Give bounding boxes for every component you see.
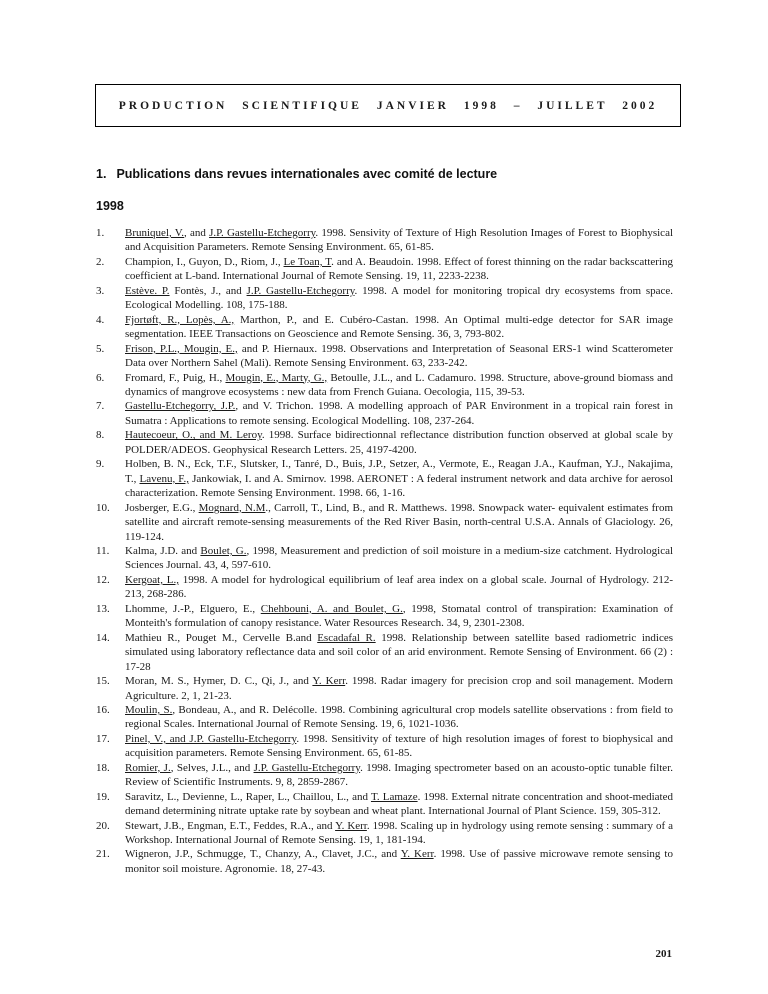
reference-number: 11.: [96, 544, 110, 557]
underlined-author: J.P. Gastellu-Etchegorry: [209, 227, 316, 239]
underlined-author: Romier, J.: [125, 761, 171, 774]
reference-number: 17.: [96, 732, 110, 745]
underlined-author: Lavenu, F.,: [139, 472, 190, 485]
reference-text: Pinel, V., and J.P. Gastellu-Etchegorry. 1998. Sensitivity of texture of high resolution images of forest to biophysical and acquisition parameters. Remote Sensing Environment. 65, 61-85.: [125, 732, 674, 760]
underlined-author: Escadafal R.: [317, 631, 376, 644]
reference-number: 1.: [96, 227, 105, 239]
reference-number: 7.: [96, 400, 105, 413]
reference-item: [96, 226, 673, 255]
reference-number: 3.: [96, 284, 105, 297]
reference-item: [96, 544, 673, 573]
underlined-author: T. Lamaze: [370, 790, 418, 803]
reference-number: 9.: [96, 458, 105, 471]
reference-text: Fromard, F., Puig, H., Mougin, E., Marty, G., Betoulle, J.L., and L. Cadamuro. 1998. Structure, above-ground biomass and dynamics of mangrove ecosystems : new data from French Guiana. Oecologia, 115, 39-53.: [125, 371, 673, 398]
reference-number: 6.: [96, 371, 105, 384]
underlined-author: J.P. Gastellu-Etchegorry: [246, 284, 355, 297]
underlined-author: Mougin, E., Marty, G.,: [225, 371, 328, 384]
reference-text: Champion, I., Guyon, D., Riom, J., Le Toan, T. and A. Beaudoin. 1998. Effect of forest thinning on the radar backscattering coefficient at L-band. International Journal of Remote Sensing. 19, 11, 2233-2238.: [125, 255, 673, 283]
reference-text: Mathieu R., Pouget M., Cervelle B.and Escadafal R. 1998. Relationship between satellite based radiometric indices simulated using laboratory reflectance data and soil color of an arid environment. Remote Sensing of Environment. 66 (2) : 17-28: [125, 631, 674, 673]
reference-item: [96, 501, 673, 544]
underlined-author: Pinel, V., and J.P. Gastellu-Etchegorry: [125, 732, 297, 745]
reference-text: Gastellu-Etchegorry, J.P., and V. Trichon. 1998. A modelling approach of PAR Environment in a tropical rain forest in Sumatra : Applications to remote sensing. Ecological Modelling. 108, 237-264.: [125, 400, 673, 427]
reference-text: Josberger, E.G., Mognard, N.M., Carroll, T., Lind, B., and R. Matthews. 1998. Snowpack water- equivalent estimates from satellite and aircraft remote-sensing measurements of the Red River Basin, north-central U.S.A. Annals of Glaciology. 26, 119-124.: [125, 501, 673, 543]
reference-item: [96, 313, 673, 342]
reference-text: Moran, M. S., Hymer, D. C., Qi, J., and Y. Kerr. 1998. Radar imagery for precision crop and soil management. Modern Agriculture. 2, 1, 21-23.: [125, 675, 673, 702]
reference-number: 14.: [96, 631, 110, 644]
reference-text: Wigneron, J.P., Schmugge, T., Chanzy, A., Clavet, J.C., and Y. Kerr. 1998. Use of passive microwave remote sensing to monitor soil moisture. Agronomie. 18, 27-43.: [125, 848, 673, 875]
reference-item: [96, 602, 673, 631]
underlined-author: Y. Kerr: [400, 848, 434, 861]
reference-text: Stewart, J.B., Engman, E.T., Feddes, R.A., and Y. Kerr. 1998. Scaling up in hydrology using remote sensing : summary of a Workshop. International Journal of Remote Sensing. 19, 1, 181-194.: [125, 819, 673, 847]
reference-number: 5.: [96, 342, 105, 355]
underlined-author: Moulin, S.: [125, 703, 173, 716]
reference-text: Romier, J., Selves, J.L., and J.P. Gastellu-Etchegorry. 1998. Imaging spectrometer based on an acousto-optic tunable filter. Review of Scientific Instruments. 9, 8, 2859-2867.: [125, 761, 673, 789]
reference-number: 21.: [96, 848, 110, 861]
reference-text: Saravitz, L., Devienne, L., Raper, L., Chaillou, L., and T. Lamaze. 1998. External nitrate concentration and shoot-mediated demand determining nitrate uptake rate by soybean and wheat plant. International Journal of Plant Science. 159, 305-312.: [125, 790, 673, 818]
reference-item: [96, 847, 673, 876]
reference-item: [96, 399, 673, 428]
reference-item: [96, 371, 673, 400]
reference-item: [96, 255, 673, 284]
reference-text: Frison, P.L., Mougin, E., and P. Hiernaux. 1998. Observations and Interpretation of Seasonal ERS-1 wind Scatterometer Data over Northern Sahel (Mali). Remote Sensing Environment. 63, 233-242.: [125, 342, 673, 370]
underlined-author: Bruniquel, V.: [125, 227, 185, 239]
reference-text: Bruniquel, V., and J.P. Gastellu-Etchegorry. 1998. Sensivity of Texture of High Resolution Images of Forest to Biophysical and Acquisition Parameters. Remote Sensing Environment. 65, 61-85.: [125, 227, 674, 254]
reference-number: 4.: [96, 313, 105, 326]
reference-item: [96, 790, 673, 819]
underlined-author: Frison, P.L., Mougin, E.,: [125, 342, 238, 355]
underlined-author: Mognard, N.M: [198, 501, 266, 514]
reference-item: [96, 819, 673, 848]
reference-item: [96, 342, 673, 371]
reference-item: [96, 732, 673, 761]
document-title-box: [95, 84, 681, 127]
reference-number: 8.: [96, 429, 105, 442]
reference-number: 19.: [96, 790, 110, 803]
underlined-author: Gastellu-Etchegorry, J.P.: [125, 400, 236, 413]
reference-text: Estève. P. Fontès, J., and J.P. Gastellu-Etchegorry. 1998. A model for monitoring tropical dry ecosystems from space. Ecological Modelling. 108, 175-188.: [125, 284, 673, 312]
reference-text: Moulin, S., Bondeau, A., and R. Delécolle. 1998. Combining agricultural crop models satellite observations : from field to regional Scales. International Journal of Remote Sensing. 19, 6, 1021-1036.: [125, 703, 673, 731]
reference-item: [96, 674, 673, 703]
underlined-author: Hautecoeur, O., and M. Leroy: [125, 429, 262, 442]
section-heading: [96, 167, 497, 181]
year-heading: 1998: [96, 199, 124, 213]
reference-number: 10.: [96, 501, 110, 514]
underlined-author: Kergoat, L.,: [125, 573, 179, 586]
reference-text: Holben, B. N., Eck, T.F., Slutsker, I., Tanré, D., Buis, J.P., Setzer, A., Vermote, E., Reagan J.A., Kaufman, Y.J., Nakajima, T., Lavenu, F., Jankowiak, I. and A. Smirnov. 1998. AERONET : A federal instrument network and data archive for aerosol characterization. Remote Sensing Environment. 1998. 66, 1-16.: [125, 458, 673, 500]
underlined-author: Le Toan, T: [283, 255, 332, 268]
reference-item: [96, 428, 673, 457]
underlined-author: Y. Kerr: [312, 675, 346, 688]
underlined-author: Y. Kerr: [335, 819, 367, 832]
underlined-author: Fjortøft, R., Lopès, A.,: [125, 313, 235, 326]
reference-text: Hautecoeur, O., and M. Leroy. 1998. Surface bidirectionnal reflectance distribution function observed at global scale by POLDER/ADEOS. Geophysical Research Letters. 25, 4197-4200.: [125, 429, 673, 456]
reference-item: [96, 703, 673, 732]
reference-text: Kalma, J.D. and Boulet, G., 1998, Measurement and prediction of soil moisture in a medium-size catchment. Hydrological Sciences Journal. 43, 4, 597-610.: [125, 544, 674, 572]
reference-text: Lhomme, J.-P., Elguero, E., Chehbouni, A. and Boulet, G., 1998, Stomatal control of transpiration: Examination of Monteith's formulation of canopy resistance. Water Resources Research. 34, 9, 2301-2308.: [125, 602, 673, 630]
reference-number: 15.: [96, 675, 110, 688]
reference-number: 20.: [96, 819, 110, 832]
reference-text: Fjortøft, R., Lopès, A., Marthon, P., and E. Cubéro-Castan. 1998. An Optimal multi-edge detector for SAR image segmentation. IEEE Transactions on Geoscience and Remote Sensing. 36, 3, 793-802.: [125, 313, 673, 341]
reference-item: [96, 284, 673, 313]
reference-number: 16.: [96, 703, 110, 716]
underlined-author: J.P. Gastellu-Etchegorry: [253, 761, 361, 774]
reference-number: 12.: [96, 573, 110, 586]
reference-number: 18.: [96, 761, 110, 774]
reference-item: [96, 573, 673, 602]
reference-text: Kergoat, L., 1998. A model for hydrological equilibrium of leaf area index on a global scale. Journal of Hydrology. 212-213, 268-286.: [125, 573, 674, 601]
underlined-author: Boulet, G.: [200, 544, 247, 557]
underlined-author: Chehbouni, A. and Boulet, G.: [260, 602, 403, 615]
reference-number: 2.: [96, 255, 105, 268]
section-heading-text: Publications dans revues internationales avec comité de lecture: [116, 167, 498, 181]
section-heading-number: 1.: [96, 167, 107, 181]
reference-item: [96, 761, 673, 790]
page-number: 201: [655, 948, 672, 960]
reference-item: [96, 457, 673, 500]
underlined-author: Estève. P.: [125, 284, 170, 297]
reference-number: 13.: [96, 602, 110, 615]
reference-list: [96, 226, 673, 876]
reference-item: [96, 631, 673, 674]
document-title: PRODUCTION SCIENTIFIQUE JANVIER 1998 – JUILLET 2002: [118, 99, 658, 112]
